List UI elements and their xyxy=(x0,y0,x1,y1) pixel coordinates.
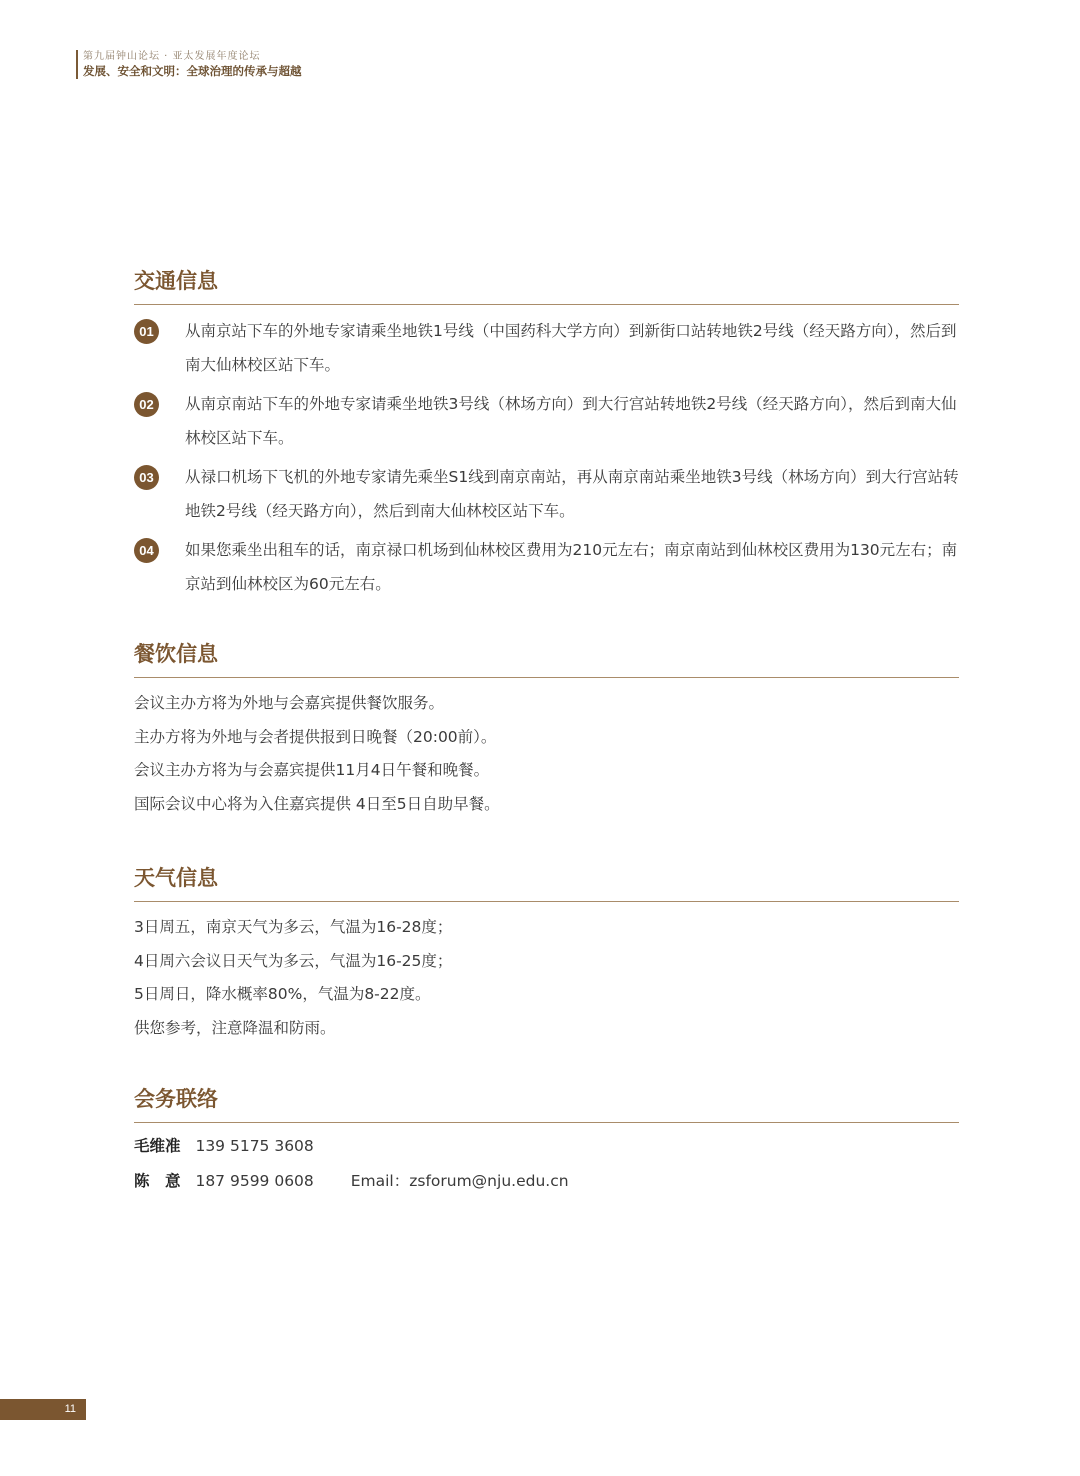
weather-line: 3日周五，南京天气为多云，气温为16-28度； xyxy=(134,918,453,936)
traffic-item xyxy=(134,387,959,455)
forum-theme: 发展、安全和文明：全球治理的传承与超越 xyxy=(83,64,302,78)
contact-section xyxy=(134,1084,959,1199)
running-header xyxy=(76,50,302,79)
traffic-item xyxy=(134,533,959,601)
contact-list xyxy=(134,1129,959,1199)
contact-name: 毛维准 xyxy=(134,1137,181,1155)
traffic-item xyxy=(134,460,959,528)
page-number: 11 xyxy=(0,1399,86,1420)
item-number-badge: 03 xyxy=(134,465,159,490)
traffic-section xyxy=(134,266,959,601)
item-number-badge: 04 xyxy=(134,538,159,563)
dining-section xyxy=(134,639,959,821)
contact-name: 陈 意 xyxy=(134,1172,181,1190)
dining-line: 国际会议中心将为入住嘉宾提供 4日至5日自助早餐。 xyxy=(134,794,500,813)
weather-title: 天气信息 xyxy=(134,863,959,902)
contact-email[interactable]: Email：zsforum@nju.edu.cn xyxy=(350,1172,569,1190)
traffic-item-text: 从禄口机场下飞机的外地专家请先乘坐S1线到南京南站，再从南京南站乘坐地铁3号线（林场方向）到大行宫站转地铁2号线（经天路方向），然后到南大仙林校区站下车。 xyxy=(185,468,959,520)
dining-line: 会议主办方将为与会嘉宾提供11月4日午餐和晚餐。 xyxy=(134,761,490,779)
dining-list xyxy=(134,687,959,821)
weather-line: 4日周六会议日天气为多云，气温为16-25度； xyxy=(134,951,453,970)
weather-list xyxy=(134,911,959,1045)
dining-line: 会议主办方将为外地与会嘉宾提供餐饮服务。 xyxy=(134,694,445,712)
traffic-item-text: 如果您乘坐出租车的话，南京禄口机场到仙林校区费用为210元左右；南京南站到仙林校区费用为130元左右；南京站到仙林校区为60元左右。 xyxy=(185,541,958,593)
contact-row xyxy=(134,1129,959,1164)
weather-line: 5日周日，降水概率80%，气温为8-22度。 xyxy=(134,985,431,1003)
weather-line: 供您参考，注意降温和防雨。 xyxy=(134,1018,336,1037)
dining-line: 主办方将为外地与会者提供报到日晚餐（20:00前）。 xyxy=(134,727,497,746)
item-number-badge: 01 xyxy=(134,319,159,344)
forum-name: 第九届钟山论坛 · 亚太发展年度论坛 xyxy=(83,51,261,62)
contact-phone: 187 9599 0608 xyxy=(195,1172,314,1190)
traffic-item xyxy=(134,314,959,382)
contact-title: 会务联络 xyxy=(134,1084,959,1123)
weather-section xyxy=(134,863,959,1045)
contact-row xyxy=(134,1164,959,1199)
traffic-item-text: 从南京南站下车的外地专家请乘坐地铁3号线（林场方向）到大行宫站转地铁2号线（经天路方向），然后到南大仙林校区站下车。 xyxy=(185,395,957,447)
traffic-list xyxy=(134,314,959,601)
traffic-item-text: 从南京站下车的外地专家请乘坐地铁1号线（中国药科大学方向）到新街口站转地铁2号线（经天路方向），然后到南大仙林校区站下车。 xyxy=(185,322,957,374)
traffic-title: 交通信息 xyxy=(134,266,959,305)
contact-phone: 139 5175 3608 xyxy=(195,1137,314,1155)
dining-title: 餐饮信息 xyxy=(134,639,959,678)
item-number-badge: 02 xyxy=(134,392,159,417)
